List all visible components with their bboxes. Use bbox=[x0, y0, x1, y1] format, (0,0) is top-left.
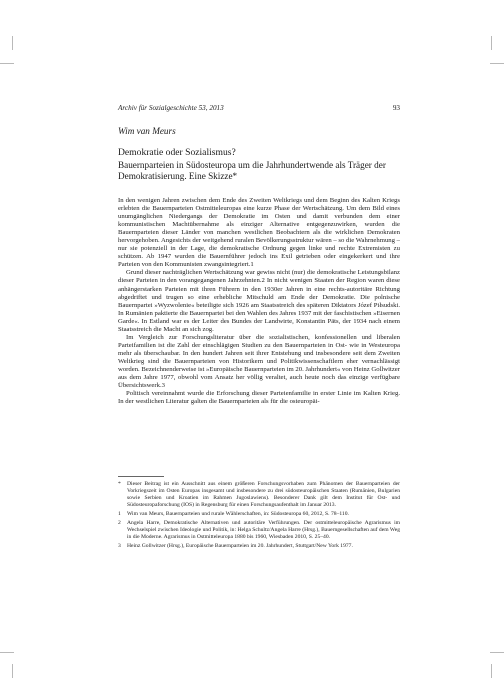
crop-mark bbox=[0, 652, 14, 653]
article-title: Demokratie oder Sozialismus? bbox=[118, 147, 236, 158]
footnote-marker: * bbox=[118, 481, 121, 487]
crop-mark bbox=[490, 652, 504, 653]
footnote-marker: 3 bbox=[118, 543, 121, 549]
body-paragraph: Grund dieser nachträglichen Wertschätzung war gewiss nicht (nur) die demokratische Leistungsbilanz dieser Parteien in den vorangegangenen Jahrzehnten.2 In nicht wenigen Staaten der Region waren diese anhängerstarken Parteien mit ihren Führern in den 1930er Jahren in eine rechts-autoritäre Richtung abgedriftet und trugen so eine erhebliche Mitschuld am Ende der Demokratie. Die polnische Bauernpartei »Wyzwolenie« beteiligte sich 1926 am Staatsstreich des späteren Diktators Józef Piłsudski. In Rumänien paktierte die Bauernpartei bei den Wahlen des Jahres 1937 mit der faschistischen »Eisernen Garde«. In Estland war es der Leiter des Bundes der Landwirte, Konstantin Päts, der 1934 nach einem Staatsstreich die Macht an sich zog. bbox=[118, 269, 400, 333]
article-subtitle: Bauernparteien in Südosteuropa um die Jahrhundertwende als Träger der Demokratisierung. Eine Skizze* bbox=[118, 160, 386, 182]
footnote-marker: 2 bbox=[118, 520, 121, 526]
crop-mark bbox=[0, 63, 14, 64]
crop-mark bbox=[490, 63, 504, 64]
footnote-text: Angela Harre, Demokratische Alternativen und autoritäre Verführungen. Der ostmitteleuropäische Agrarismus im Wechselspiel zwischen Ideologie und Politik, in: Helga Schultz/Angela Harre (Hrsg.), Bauerngesellschaften auf dem Weg in die Moderne. Agrarismus in Ostmitteleuropa 1880 bis 1960, Wiesbaden 2010, S. 25–40. bbox=[127, 520, 400, 540]
footnotes bbox=[118, 481, 400, 552]
body-paragraph: Im Vergleich zur Forschungsliteratur über die sozialistischen, konfessionellen und liberalen Parteifamilien ist die Zahl der einschlägigen Studien zu den Bauernparteien in Ost- wie in Westeuropa mehr als überschaubar. In den hundert Jahren seit ihrer Entstehung und insbesondere seit dem Zweiten Weltkrieg sind die Bauernparteien von Historikern und Politikwissenschaftlern eher vernachlässigt worden. Bezeichnenderweise ist »Europäische Bauernparteien im 20. Jahrhundert« von Heinz Gollwitzer aus dem Jahre 1977, obwohl vom Ansatz her völlig veraltet, auch heute noch das einzige verfügbare Übersichtswerk.3 bbox=[118, 333, 400, 390]
journal-title: Archiv für Sozialgeschichte 53, 2013 bbox=[118, 104, 224, 112]
body-paragraph: Politisch vereinnahmt wurde die Erforschung dieser Parteienfamilie in erster Linie im Kalten Krieg. In der westlichen Literatur galten die Bauernparteien als für die osteuropäi- bbox=[118, 390, 400, 406]
footnote-text: Heinz Gollwitzer (Hrsg.), Europäische Bauernparteien im 20. Jahrhundert, Stuttgart/New York 1977. bbox=[127, 543, 353, 549]
footnote bbox=[118, 543, 400, 550]
footnote bbox=[118, 481, 400, 509]
crop-mark bbox=[491, 36, 492, 50]
crop-mark bbox=[12, 36, 13, 50]
footnote-text: Wim van Meurs, Bauernparteien und rurale Wählerschaften, in: Südosteuropa 60, 2012, S. 78–110. bbox=[127, 511, 349, 517]
author-name: Wim van Meurs bbox=[118, 126, 176, 136]
footnote-marker: 1 bbox=[118, 511, 121, 517]
crop-mark bbox=[491, 664, 492, 678]
body-paragraph: In den wenigen Jahren zwischen dem Ende des Zweiten Weltkriegs und dem Beginn des Kalten Kriegs erlebten die Bauernparteien Ostmitteleuropas eine kurze Phase der Wertschätzung. Um dem Bild eines unumgänglichen Niedergangs der Demokratie im Osten und damit verbunden dem einer kommunistischen Machtübernahme als einziger Alternative entgegenzuwirken, wurden die Bauernparteien dieser Länder von manchen westlichen Beobachtern als die wirklichen Demokraten hervorgehoben. Angesichts der weitgehend ruralen Bevölkerungsstruktur wären – so die Wahrnehmung – nur sie potenziell in der Lage, die demokratische Ordnung gegen linke und rechte Extremisten zu schützen. Ab 1947 wurden die Bauernführer jedoch ins Exil getrieben oder eingekerkert und ihre Parteien von den Kommunisten zwangsintegriert.1 bbox=[118, 197, 400, 269]
footnote bbox=[118, 511, 400, 518]
crop-mark bbox=[12, 664, 13, 678]
page-number: 93 bbox=[392, 104, 400, 112]
article-body bbox=[118, 197, 400, 406]
footnote-separator bbox=[118, 476, 164, 477]
footnote-text: Dieser Beitrag ist ein Ausschnitt aus einem größeren Forschungsvorhaben zum Phänomen der Bauernparteien der Vorkriegszeit im Osten Europas insgesamt und insbesondere zu drei südosteuropäischen Staaten (Rumänien, Bulgarien sowie Serbien und Kroatien im Rahmen Jugoslawiens). Besonderer Dank gilt dem Institut für Ost- und Südosteuropaforschung (IOS) in Regensburg für einen Forschungsaufenthalt im Januar 2013. bbox=[127, 481, 400, 508]
running-header bbox=[118, 104, 400, 112]
footnote bbox=[118, 520, 400, 541]
